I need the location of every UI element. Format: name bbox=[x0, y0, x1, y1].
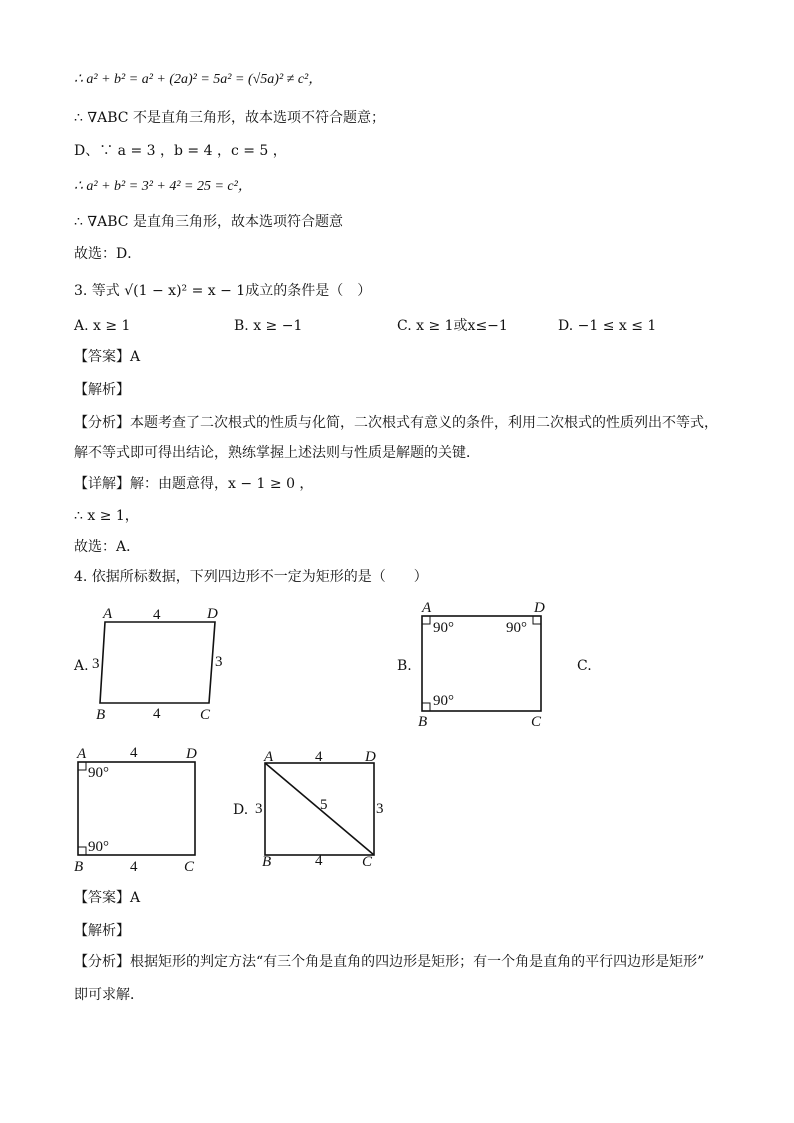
q4-option-c-label: C. bbox=[577, 658, 592, 674]
q3-analysis-heading: 【解析】 bbox=[74, 382, 130, 398]
q3-analysis-line-2: 解不等式即可得出结论，熟练掌握上述法则与性质是解题的关键． bbox=[74, 445, 480, 461]
fig-c-vertex-a: A bbox=[77, 746, 87, 762]
q4-analysis-heading: 【解析】 bbox=[74, 923, 130, 939]
fig-d-left-length: 3 bbox=[255, 801, 263, 817]
fig-a-right-length: 3 bbox=[215, 654, 223, 670]
question-4-stem: 4. 依据所标数据，下列四边形不一定为矩形的是（ ） bbox=[74, 569, 428, 585]
q3-answer: 【答案】A bbox=[74, 349, 141, 365]
fig-b-vertex-a: A bbox=[422, 600, 432, 616]
figure-c-quadrilateral bbox=[72, 740, 212, 875]
fig-d-right-length: 3 bbox=[376, 801, 384, 817]
fig-a-vertex-a: A bbox=[103, 606, 113, 622]
q4-analysis-line-1: 【分析】根据矩形的判定方法“有三个角是直角的四边形是矩形；有一个角是直角的平行四边形是矩形” bbox=[74, 954, 705, 970]
fig-c-bottom-length: 4 bbox=[130, 859, 138, 875]
fig-d-vertex-a: A bbox=[264, 749, 274, 765]
q3-therefore: ∴ x ≥ 1， bbox=[74, 508, 139, 524]
fig-c-angle-b: 90° bbox=[88, 839, 109, 855]
fig-b-vertex-d: D bbox=[534, 600, 545, 616]
figure-d-quadrilateral bbox=[252, 745, 392, 875]
figure-b-quadrilateral bbox=[418, 598, 558, 728]
q3-option-a: A. x ≥ 1 bbox=[74, 318, 131, 334]
q4-option-b-label: B. bbox=[397, 658, 412, 674]
q4-option-a-label: A. bbox=[74, 658, 89, 674]
fig-a-bottom-length: 4 bbox=[153, 706, 161, 722]
q3-option-d: D. −1 ≤ x ≤ 1 bbox=[558, 318, 657, 334]
fig-b-vertex-c: C bbox=[531, 714, 542, 730]
fig-a-top-length: 4 bbox=[153, 607, 161, 623]
solution-line-5: ∴ ∇ABC 是直角三角形，故本选项符合题意 bbox=[74, 214, 343, 230]
question-3-stem: 3. 等式 √(1 − x)² = x − 1成立的条件是（ ） bbox=[74, 283, 372, 299]
solution-line-4: ∴ a² + b² = 3² + 4² = 25 = c²， bbox=[74, 179, 252, 194]
fig-d-vertex-b: B bbox=[262, 854, 272, 870]
q3-choose: 故选：A． bbox=[74, 539, 141, 555]
figure-a-quadrilateral bbox=[80, 600, 260, 730]
q3-analysis-line-1: 【分析】本题考查了二次根式的性质与化简，二次根式有意义的条件，利用二次根式的性质列出不等式， bbox=[74, 415, 718, 431]
q4-analysis-line-2: 即可求解． bbox=[74, 987, 144, 1003]
q3-option-c: C. x ≥ 1或x≤−1 bbox=[397, 318, 508, 334]
q4-option-d-label: D. bbox=[233, 802, 249, 818]
solution-line-3: D、∵ a = 3 ，b = 4 ，c = 5 ， bbox=[74, 143, 287, 159]
fig-b-angle-b: 90° bbox=[433, 693, 454, 709]
fig-a-vertex-c: C bbox=[200, 707, 211, 723]
fig-b-angle-d: 90° bbox=[506, 620, 527, 636]
fig-a-left-length: 3 bbox=[92, 656, 100, 672]
fig-a-vertex-b: B bbox=[96, 707, 106, 723]
q4-answer: 【答案】A bbox=[74, 890, 141, 906]
solution-line-6: 故选：D． bbox=[74, 246, 142, 262]
solution-line-1: ∴ a² + b² = a² + (2a)² = 5a² = (√5a)² ≠ c²， bbox=[74, 72, 323, 87]
fig-c-angle-a: 90° bbox=[88, 765, 109, 781]
fig-c-vertex-b: B bbox=[74, 859, 84, 875]
fig-d-vertex-c: C bbox=[362, 854, 373, 870]
q3-detail: 【详解】解：由题意得，x − 1 ≥ 0 ， bbox=[74, 476, 314, 492]
fig-c-vertex-c: C bbox=[184, 859, 195, 875]
fig-b-angle-a: 90° bbox=[433, 620, 454, 636]
fig-c-vertex-d: D bbox=[186, 746, 197, 762]
solution-line-2: ∴ ∇ABC 不是直角三角形，故本选项不符合题意； bbox=[74, 110, 385, 126]
fig-b-vertex-b: B bbox=[418, 714, 428, 730]
fig-d-vertex-d: D bbox=[365, 749, 376, 765]
fig-d-diagonal-length: 5 bbox=[320, 797, 328, 813]
q3-option-b: B. x ≥ −1 bbox=[234, 318, 303, 334]
fig-a-vertex-d: D bbox=[207, 606, 218, 622]
fig-d-bottom-length: 4 bbox=[315, 853, 323, 869]
fig-c-top-length: 4 bbox=[130, 745, 138, 761]
fig-d-top-length: 4 bbox=[315, 749, 323, 765]
